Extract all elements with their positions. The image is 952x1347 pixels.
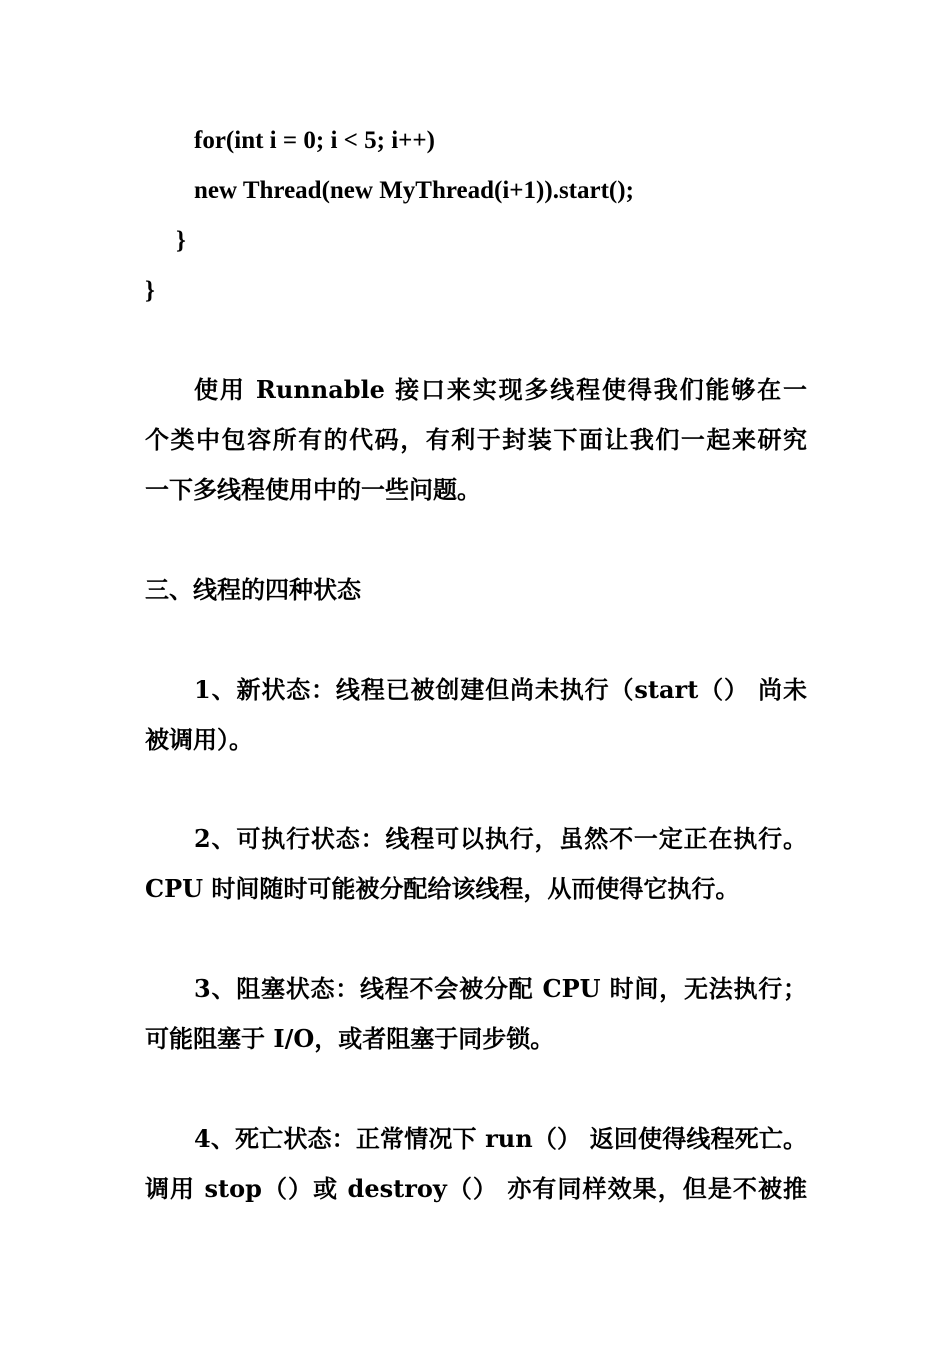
- code-line-for-loop: for(int i = 0; i < 5; i++): [194, 127, 435, 154]
- state-new-line-1: 1、新状态：线程已被创建但尚未执行（start（） 尚未: [194, 675, 807, 704]
- paragraph-runnable-line-2: 个类中包容所有的代码，有利于封装下面让我们一起来研究: [145, 425, 807, 454]
- code-line-new-thread: new Thread(new MyThread(i+1)).start();: [194, 177, 634, 204]
- code-line-close-brace-class: }: [145, 277, 155, 304]
- state-runnable-line-2: CPU 时间随时可能被分配给该线程，从而使得它执行。: [145, 874, 740, 903]
- state-runnable-line-1: 2、可执行状态：线程可以执行，虽然不一定正在执行。: [194, 824, 807, 853]
- state-new-line-2: 被调用）。: [145, 725, 253, 754]
- paragraph-runnable-line-1: 使用 Runnable 接口来实现多线程使得我们能够在一: [194, 375, 807, 404]
- code-line-close-brace-method: }: [176, 227, 186, 254]
- section-heading: 三、线程的四种状态: [145, 575, 361, 604]
- state-blocked-line-1: 3、阻塞状态：线程不会被分配 CPU 时间，无法执行；: [194, 974, 807, 1003]
- state-dead-line-1: 4、死亡状态：正常情况下 run（） 返回使得线程死亡。: [194, 1124, 807, 1153]
- state-dead-line-2: 调用 stop（）或 destroy（） 亦有同样效果，但是不被推: [145, 1174, 807, 1203]
- paragraph-runnable-line-3: 一下多线程使用中的一些问题。: [145, 475, 481, 504]
- state-blocked-line-2: 可能阻塞于 I/O，或者阻塞于同步锁。: [145, 1024, 555, 1053]
